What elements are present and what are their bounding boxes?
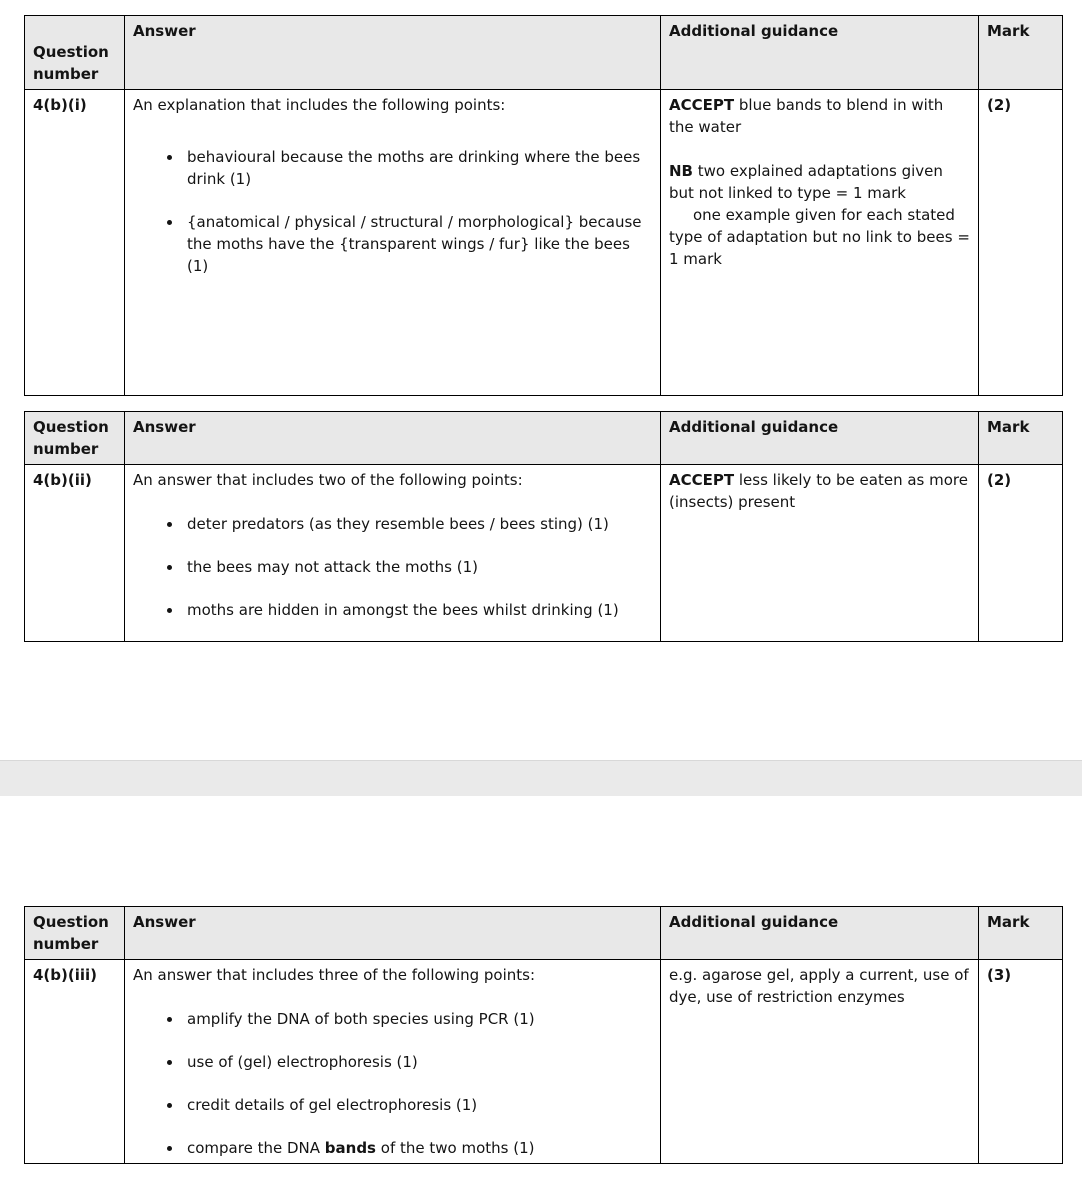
table-gap xyxy=(24,396,1062,411)
table-row xyxy=(25,465,1063,642)
answer-bullet: • compare the DNA bands of the two moths (1) xyxy=(183,1137,652,1159)
answer-header: Answer xyxy=(125,907,661,960)
answer-intro: An answer that includes two of the following points: xyxy=(133,471,523,489)
guidance-paragraph: e.g. agarose gel, apply a current, use of dye, use of restriction enzymes xyxy=(669,966,969,1006)
additional-guidance-header: Additional guidance xyxy=(661,907,979,960)
answer-cell xyxy=(125,90,661,396)
question-number-cell: 4(b)(iii) xyxy=(25,960,125,1164)
guidance-paragraph: ACCEPT blue bands to blend in with the water xyxy=(669,96,944,136)
guidance-cell xyxy=(661,465,979,642)
guidance-paragraph: one example given for each stated type of adaptation but no link to bees = 1 mark xyxy=(669,206,970,268)
mark-scheme-table-4biii xyxy=(24,906,1063,1164)
answer-bullet-list xyxy=(133,146,652,277)
mark-scheme-table-4bi xyxy=(24,15,1063,396)
answer-intro: An explanation that includes the following points: xyxy=(133,96,506,114)
page-separator xyxy=(0,760,1082,796)
answer-bullet: • deter predators (as they resemble bees / bees sting) (1) xyxy=(183,513,652,535)
guidance-paragraph: NB two explained adaptations given but not linked to type = 1 mark xyxy=(669,162,943,202)
mark-header: Mark xyxy=(979,16,1063,90)
answer-bullet: • amplify the DNA of both species using PCR (1) xyxy=(183,1008,652,1030)
whitespace-gap xyxy=(0,642,1082,760)
mark-header: Mark xyxy=(979,412,1063,465)
whitespace-gap xyxy=(0,1164,1082,1179)
answer-cell xyxy=(125,960,661,1164)
answer-bullet-list xyxy=(133,1008,652,1159)
answer-bullet-list xyxy=(133,513,652,621)
answer-cell xyxy=(125,465,661,642)
table-row xyxy=(25,960,1063,1164)
question-number-header: Question number xyxy=(25,907,125,960)
answer-bullet: • {anatomical / physical / structural / morphological} because the moths have the {transparent wings / fur} like the bees (1) xyxy=(183,211,652,277)
answer-intro: An answer that includes three of the following points: xyxy=(133,966,536,984)
answer-bullet: • credit details of gel electrophoresis (1) xyxy=(183,1094,652,1116)
mark-cell: (3) xyxy=(979,960,1063,1164)
whitespace-gap xyxy=(0,796,1082,906)
mark-cell: (2) xyxy=(979,90,1063,396)
table-header-row xyxy=(25,16,1063,90)
table-row xyxy=(25,90,1063,396)
question-number-cell: 4(b)(i) xyxy=(25,90,125,396)
answer-bullet: • behavioural because the moths are drinking where the bees drink (1) xyxy=(183,146,652,190)
page-bottom-section xyxy=(0,906,1082,1164)
additional-guidance-header: Additional guidance xyxy=(661,16,979,90)
guidance-cell xyxy=(661,90,979,396)
additional-guidance-header: Additional guidance xyxy=(661,412,979,465)
guidance-paragraph: ACCEPT less likely to be eaten as more (insects) present xyxy=(669,471,968,511)
mark-scheme-table-4bii xyxy=(24,411,1063,642)
answer-header: Answer xyxy=(125,412,661,465)
mark-cell: (2) xyxy=(979,465,1063,642)
answer-bullet: • use of (gel) electrophoresis (1) xyxy=(183,1051,652,1073)
table-header-row xyxy=(25,412,1063,465)
mark-header: Mark xyxy=(979,907,1063,960)
guidance-cell xyxy=(661,960,979,1164)
answer-header: Answer xyxy=(125,16,661,90)
answer-bullet: • moths are hidden in amongst the bees whilst drinking (1) xyxy=(183,599,652,621)
question-number-header: Question number xyxy=(25,412,125,465)
answer-bullet: • the bees may not attack the moths (1) xyxy=(183,556,652,578)
table-header-row xyxy=(25,907,1063,960)
question-number-header: Question number xyxy=(25,16,125,90)
question-number-cell: 4(b)(ii) xyxy=(25,465,125,642)
